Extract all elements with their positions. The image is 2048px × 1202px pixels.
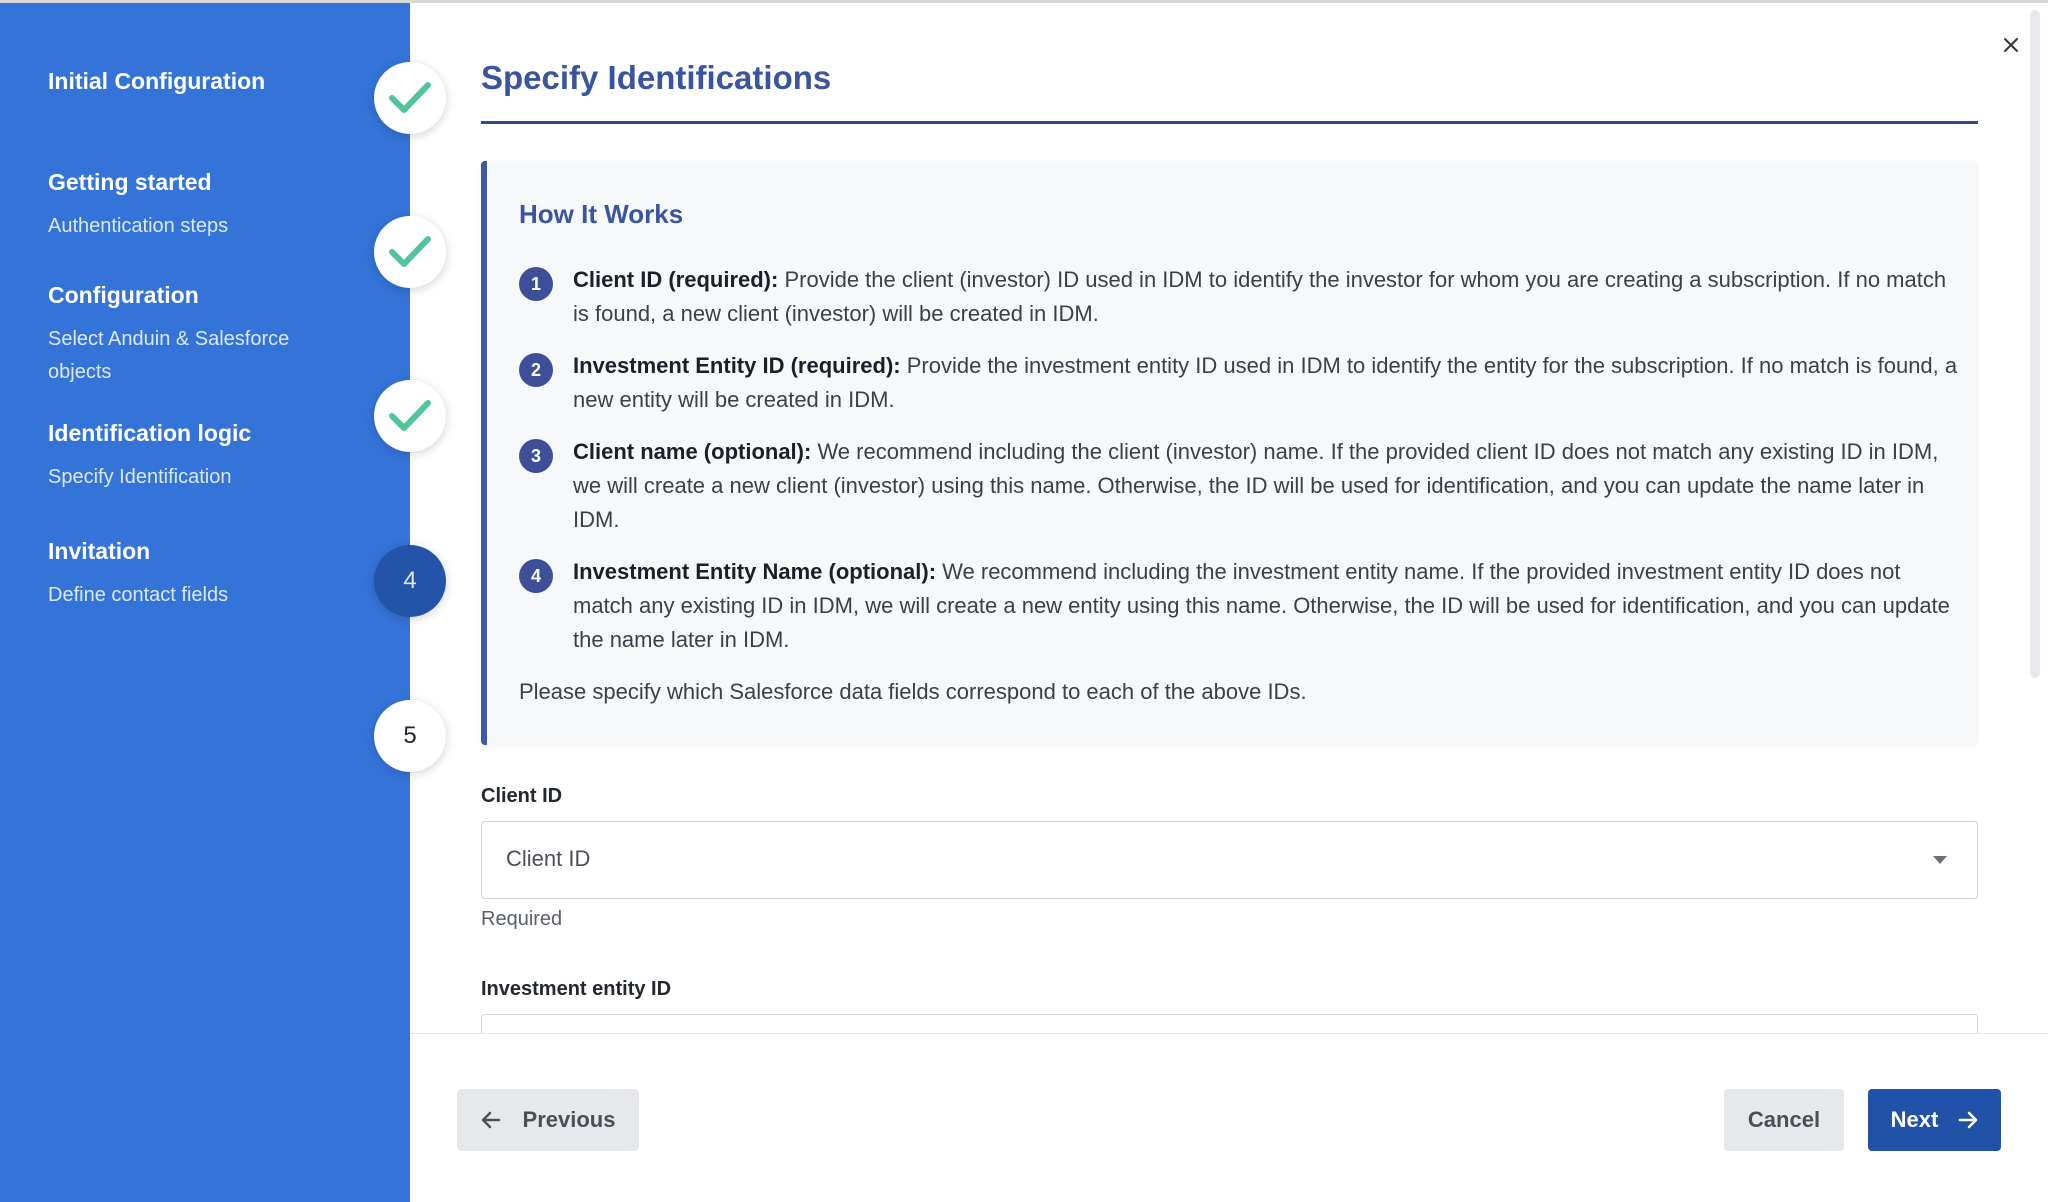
step-subtitle: Define contact fields [48,584,229,606]
check-icon [374,62,446,134]
number-badge: 2 [519,353,553,387]
step-number-badge: 4 [374,545,446,617]
info-item-body: We recommend including the investment entity name. If the provided investment entity ID does not match any existing ID in IDM, we will create a new entity using this name. Otherwise, the ID will be used for identification, and you can update the name later in IDM. [573,559,1950,652]
check-icon [374,380,446,452]
check-icon [374,216,446,288]
arrow-left-icon [481,1111,501,1129]
arrow-right-icon [1958,1111,1978,1129]
client-id-helper-text: Required [481,908,563,930]
title-divider [481,121,1978,124]
step-title: Identification logic [48,420,252,446]
how-it-works-panel [481,161,1978,745]
client-id-select[interactable] [481,821,1978,899]
previous-button-label: Previous [522,1107,616,1132]
info-item-label: Client name (optional): [573,439,812,464]
step-subtitle: Specify Identification [48,466,232,488]
info-item-body: We recommend including the client (investor) name. If the provided client ID does not match any existing ID in IDM, we will create a new client (investor) using this name. Otherwise, the ID will be used for identification, and you can update the name later in IDM. [573,439,1939,532]
info-item [519,263,1959,331]
info-item-text [573,435,1959,537]
info-item-body: Provide the client (investor) ID used in IDM to identify the investor for whom you are creating a subscription. If no match is found, a new client (investor) will be created in IDM. [573,267,1947,326]
info-item-text [573,555,1959,657]
info-item-label: Client ID (required): [573,267,779,292]
info-item [519,435,1959,537]
info-item [519,349,1959,417]
client-id-label: Client ID [481,785,563,807]
next-button[interactable] [1868,1089,2001,1151]
step-title: Getting started [48,169,212,195]
info-item [519,555,1959,657]
cancel-button-label: Cancel [1747,1107,1821,1132]
client-id-select-value: Client ID [506,846,591,871]
step-number-badge: 5 [374,700,446,772]
wizard-footer [410,1033,2048,1202]
step-subtitle: Select Anduin & Salesforce objects [48,328,290,383]
cancel-button[interactable] [1724,1089,1844,1151]
step-subtitle: Authentication steps [48,215,229,237]
step-title: Invitation [48,538,151,564]
next-button-label: Next [1890,1107,1939,1132]
info-item-label: Investment Entity Name (optional): [573,559,937,584]
number-badge: 1 [519,267,553,301]
main-panel [410,3,2048,1033]
scrollbar[interactable] [2030,10,2040,678]
info-item-body: Provide the investment entity ID used in IDM to identify the entity for the subscription. If no match is found, a new entity will be created in IDM. [573,353,1958,412]
info-footer-text: Please specify which Salesforce data fields correspond to each of the above IDs. [519,679,1307,704]
wizard-sidebar [0,3,410,1202]
info-item-text [573,349,1959,417]
number-badge: 4 [519,559,553,593]
investment-entity-id-select[interactable] [481,1014,1978,1033]
close-button[interactable] [1995,29,2027,61]
number-badge: 3 [519,439,553,473]
investment-entity-id-label: Investment entity ID [481,978,672,1000]
close-icon [2003,37,2019,53]
info-item-text [573,263,1959,331]
info-heading: How It Works [519,199,684,229]
page-title: Specify Identifications [481,59,832,96]
previous-button[interactable] [457,1089,639,1151]
chevron-down-icon [1933,856,1947,864]
step-title: Configuration [48,282,199,308]
info-item-label: Investment Entity ID (required): [573,353,901,378]
step-title: Initial Configuration [48,68,266,94]
